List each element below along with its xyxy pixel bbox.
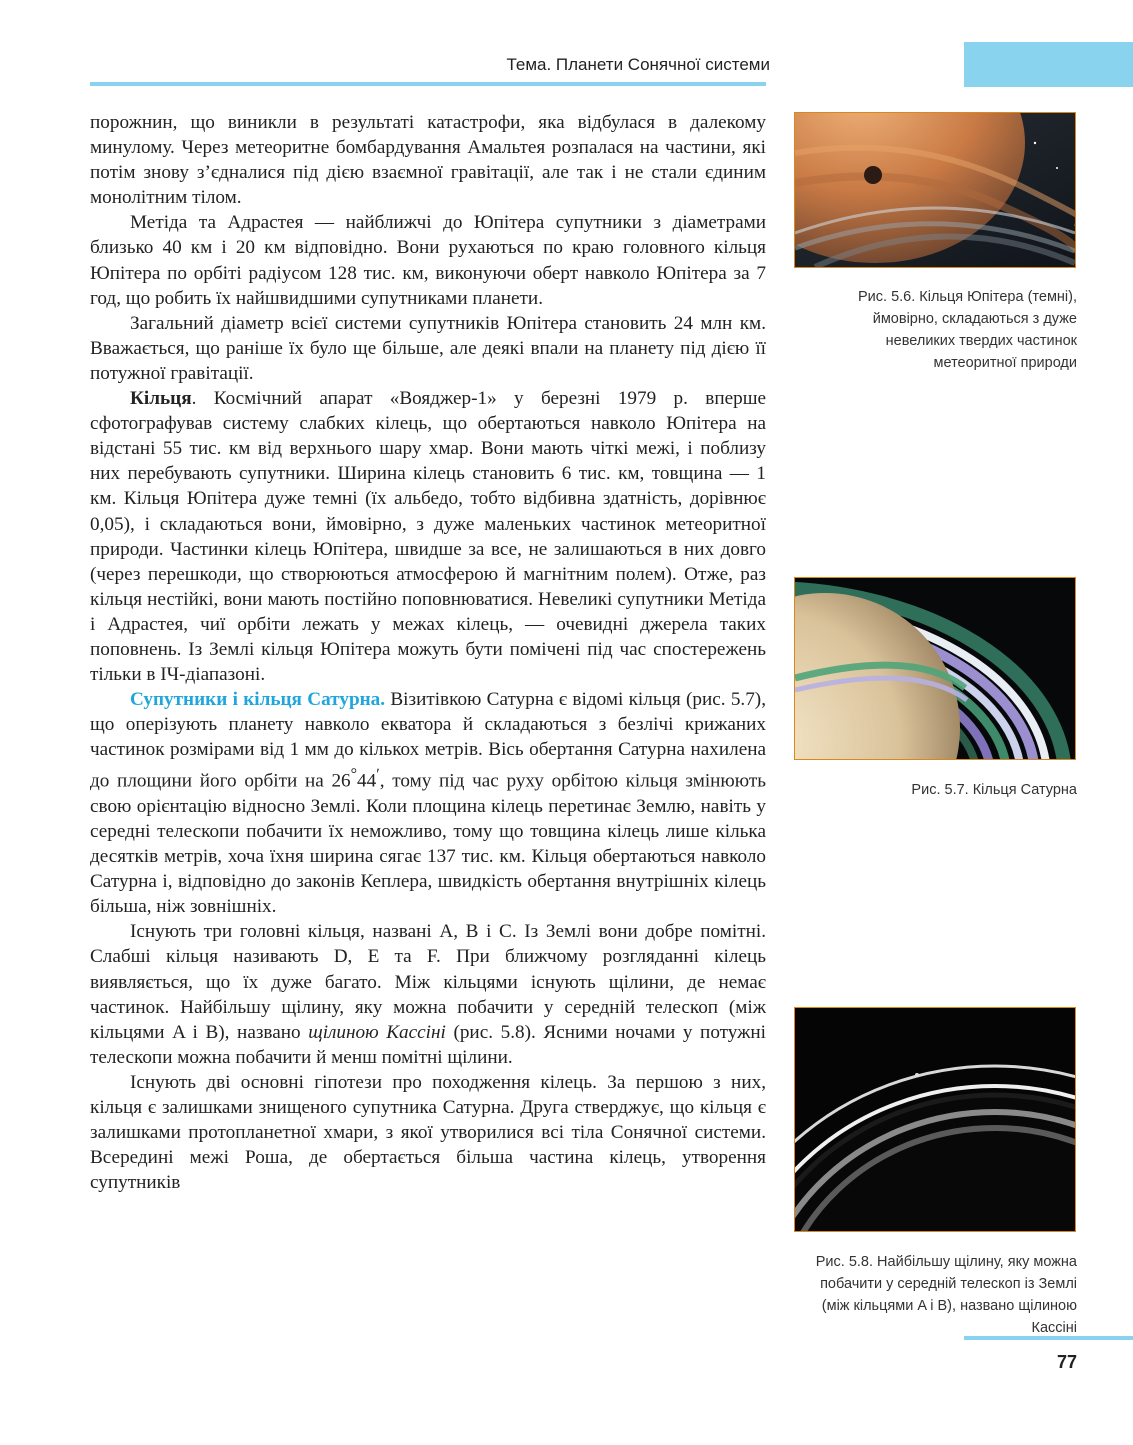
saturn-text-b: 44: [357, 770, 377, 792]
minute-sign: ʹ: [376, 766, 380, 784]
footer-rule: [964, 1336, 1133, 1340]
jupiter-rings-text: . Космічний апарат «Вояджер-1» у березні 1979 р. вперше сфотографував систему слабких кілець, що обертаються навколо Юпітера на відстані 55 тис. км від верхнього шару хмар. Вони мають чіткі межі, і поблизу них перебувають супутники. Ширина кілець становить 6 тис. км, товщина — 1 км. Кільця Юпітера дуже темні (їх альбедо, тобто відбивна здатність, дорівнює 0,05), і складаються вони, ймовірно, з дуже маленьких частинок метеоритної природи. Частинки кілець Юпітера, швидше за все, не залишаються в них довго (через перешкоди, що створюються атмосферою й магнітним полем). Отже, раз кільця нестійкі, вони мають постійно поповнюватися. Невеликі супутники Метіда і Адрастея, чиї орбіти лежать у межах кілець, — очевидні джерела таких поповнень. Із Землі кільця Юпітера можуть бути помічені під час спостережень тільки в ІЧ-діапазоні.: [90, 388, 766, 686]
figure-5-8-caption: Рис. 5.8. Найбільшу щілину, яку можна побачити у середній телескоп із Землі (між кільцями A і B), названо щілиною Кассіні: [815, 1254, 1077, 1336]
header-accent-block: [964, 42, 1133, 87]
saturn-heading: Супутники і кільця Сатурна.: [130, 689, 386, 711]
paragraph-1: порожнин, що виникли в результаті катастрофи, яка відбулася в далекому минулому. Через метеоритне бомбардування Амальтея розпалася на частини, які потім знову з’єдналися під дією взаємної гравітації, але так і не стали єдиним монолітним тілом.: [90, 112, 766, 209]
paragraph-2: Метіда та Адрастея — найближчі до Юпітера супутники з діаметрами близько 40 км і 20 км відповідно. Вони рухаються по краю головного кільця Юпітера по орбіті радіусом 128 тис. км, виконуючи оберт навколо Юпітера за 7 год, що робить їх найшвидшими супутниками планети.: [90, 212, 766, 309]
paragraph-jupiter-rings: [90, 386, 766, 687]
paragraph-ring-names: [90, 919, 766, 1070]
paragraph-saturn: [90, 687, 766, 919]
cassini-division-image: [794, 1007, 1076, 1232]
jupiter-rings-heading: Кільця: [130, 388, 192, 410]
figure-5-6-caption: Рис. 5.6. Кільця Юпітера (темні), ймовірно, складаються з дуже невеликих твердих частинок метеоритної природи: [857, 289, 1077, 371]
header-rule: [90, 82, 766, 86]
paragraph-hypotheses: Існують дві основні гіпотези про походження кілець. За першою з них, кільця є залишками знищеного супутника Сатурна. Друга стверджує, що кільця є залишками протопланетної хмари, з якої утворилися всі тіла Сонячної системи. Всередині межі Роша, де обертається більша частина кілець, утворення супутників: [90, 1071, 766, 1194]
ring-names-text-a: Існують три головні кільця, названі A, B і C. Із Землі вони добре помітні. Слабші кільця називають D, E та F. При ближчому розгляданні кілець виявляється, що їх дуже багато. Між кільцями існують щілини, де немає частинок. Найбільшу щілину, яку можна побачити у середній телескоп (між кільцями A і B), названо: [90, 921, 766, 1043]
ring-names-text-b: (рис. 5.8). Ясними ночами у потужні телескопи можна побачити й менш помітні щілини.: [90, 1021, 766, 1068]
saturn-rings-image: [794, 577, 1076, 760]
running-header: Тема. Планети Сонячної системи: [506, 55, 770, 74]
cassini-term: щілиною Кассіні: [308, 1021, 446, 1043]
paragraph-3: Загальний діаметр всієї системи супутників Юпітера становить 24 млн км. Вважається, що раніше їх було ще більше, але деякі впали на планету під дією її потужної гравітації.: [90, 312, 766, 384]
main-text: [90, 110, 766, 1195]
jupiter-rings-image: [794, 112, 1076, 268]
saturn-text-c: , тому під час руху орбітою кільця змінюють свою орієнтацію відносно Землі. Коли площина кілець перетинає Землю, навіть у середні телескопи побачити їх неможливо, тому що товщина кілець лише кілька десятків метрів, хоча їхня ширина сягає 137 тис. км. Кільця обертаються навколо Сатурна і, відповідно до законів Кеплера, швидкість обертання внутрішніх кілець більша, ніж зовнішніх.: [90, 770, 766, 918]
degree-sign: °: [350, 766, 358, 784]
figure-5-7-caption: Рис. 5.7. Кільця Сатурна: [911, 782, 1077, 798]
saturn-text-a: Візитівкою Сатурна є відомі кільця (рис. 5.7), що оперізують планету навколо екватора й складаються з безлічі крижаних частинок розмірами від 1 мм до кількох метрів. Вісь обертання Сатурна нахилена до площини його орбіти на 26: [90, 689, 766, 792]
page-number: 77: [1056, 1352, 1077, 1372]
